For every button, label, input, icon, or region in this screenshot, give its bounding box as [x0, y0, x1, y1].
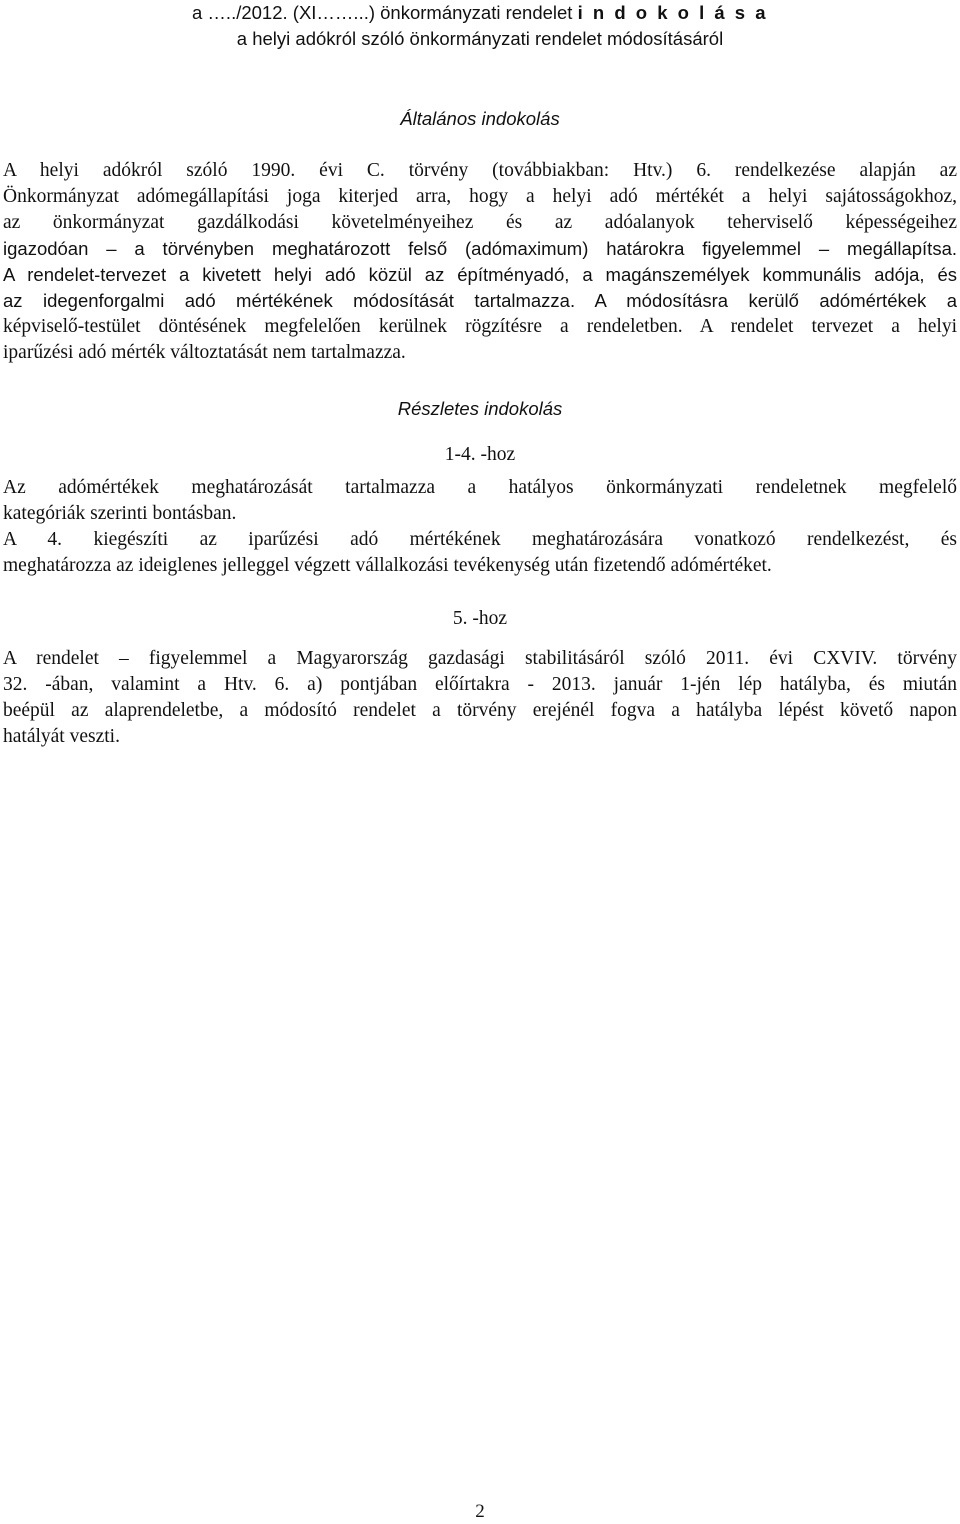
- general-heading: Általános indokolás: [400, 108, 560, 129]
- section-line: 32. -ában, valamint a Htv. 6. a) pontjában előírtakra - 2013. január 1-jén lép hatályba, és miután: [3, 674, 957, 695]
- document-title-line2: a helyi adókról szóló önkormányzati rendelet módosításáról: [236, 28, 724, 49]
- section-line: hatályát veszti.: [3, 726, 120, 747]
- general-line: A helyi adókról szóló 1990. évi C. törvény (továbbiakban: Htv.) 6. rendelkezése alapján az: [3, 160, 957, 181]
- general-line: iparűzési adó mérték változtatását nem tartalmazza.: [3, 342, 406, 363]
- general-line: Önkormányzat adómegállapítási joga kiterjed arra, hogy a helyi adó mértékét a helyi sajátosságokhoz,: [3, 186, 957, 207]
- section-line: Az adómértékek meghatározását tartalmazza a hatályos önkormányzati rendeletnek megfelelő: [3, 477, 957, 498]
- general-line: képviselő-testület döntésének megfelelően kerülnek rögzítésre a rendeletben. A rendelet tervezet a helyi: [3, 316, 957, 337]
- section-title-5: 5. -hoz: [452, 608, 508, 629]
- section-line: A rendelet – figyelemmel a Magyarország gazdasági stabilitásáról szóló 2011. évi CXVIV. törvény: [3, 648, 957, 669]
- section-line: A 4. kiegészíti az iparűzési adó mértékének meghatározására vonatkozó rendelkezést, és: [3, 529, 957, 550]
- general-line: A rendelet-tervezet a kivetett helyi adó közül az építményadó, a magánszemélyek kommunális adója, és: [3, 264, 957, 285]
- general-line: igazodóan – a törvényben meghatározott felső (adómaximum) határokra figyelemmel – megállapítsa.: [3, 238, 957, 259]
- general-line: az önkormányzat gazdálkodási követelményeihez és az adóalanyok teherviselő képességeihez: [3, 212, 957, 233]
- page-number: 2: [475, 1501, 485, 1522]
- title-prefix: a …../2012. (XI……...) önkormányzati rendelet: [192, 2, 578, 23]
- detail-heading: Részletes indokolás: [397, 398, 563, 419]
- document-title-line1: [0, 0, 960, 26]
- section-line: beépül az alaprendeletbe, a módosító rendelet a törvény erejénél fogva a hatályba lépést követő napon: [3, 700, 957, 721]
- title-indokolas: i n d o k o l á s a: [577, 2, 768, 23]
- section-line: kategóriák szerinti bontásban.: [3, 503, 237, 524]
- section-line: meghatározza az ideiglenes jelleggel végzett vállalkozási tevékenység után fizetendő adómértéket.: [3, 555, 772, 576]
- section-title-1-4: 1-4. -hoz: [444, 444, 516, 465]
- general-line: az idegenforgalmi adó mértékének módosítását tartalmazza. A módosításra kerülő adómértékek a: [3, 290, 957, 311]
